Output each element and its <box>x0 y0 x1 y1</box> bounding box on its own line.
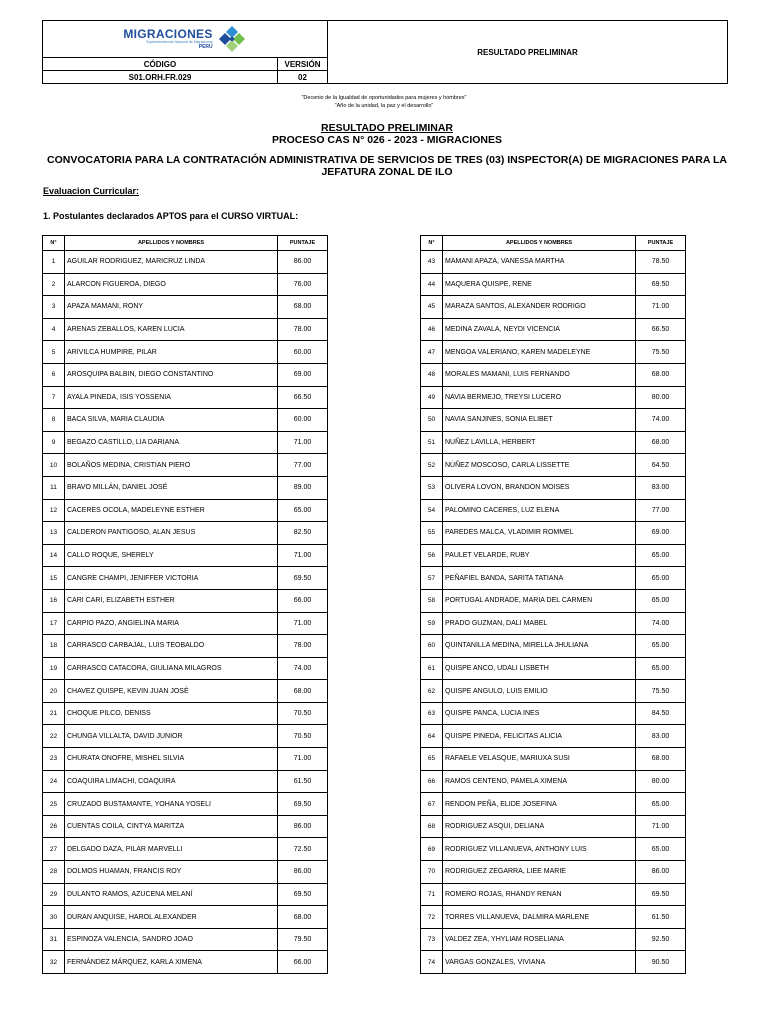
applicant-score: 71.00 <box>278 431 328 454</box>
column-header-num: N° <box>43 236 65 251</box>
table-row <box>43 318 328 341</box>
table-row <box>43 906 328 929</box>
applicant-score: 80.00 <box>636 770 686 793</box>
table-row <box>421 409 686 432</box>
applicant-score: 69.50 <box>636 883 686 906</box>
code-value: S01.ORH.FR.029 <box>43 71 278 84</box>
applicant-score: 75.50 <box>636 341 686 364</box>
row-number: 13 <box>43 522 65 545</box>
row-number: 74 <box>421 951 443 974</box>
applicant-name: PAREDES MALCA, VLADIMIR ROMMEL <box>443 522 636 545</box>
applicant-score: 77.00 <box>636 499 686 522</box>
applicant-name: RAMOS CENTENO, PAMELA XIMENA <box>443 770 636 793</box>
row-number: 52 <box>421 454 443 477</box>
row-number: 69 <box>421 838 443 861</box>
table-row <box>421 657 686 680</box>
table-row <box>421 544 686 567</box>
applicant-name: FERNÁNDEZ MÁRQUEZ, KARLA XIMENA <box>65 951 278 974</box>
applicant-score: 65.00 <box>636 838 686 861</box>
table-row <box>421 454 686 477</box>
applicant-name: CHOQUE PILCO, DENISS <box>65 702 278 725</box>
table-row <box>421 906 686 929</box>
row-number: 55 <box>421 522 443 545</box>
applicant-score: 65.00 <box>636 793 686 816</box>
table-row <box>421 815 686 838</box>
table-row <box>43 296 328 319</box>
applicant-score: 92.50 <box>636 928 686 951</box>
row-number: 22 <box>43 725 65 748</box>
row-number: 62 <box>421 680 443 703</box>
row-number: 30 <box>43 906 65 929</box>
row-number: 1 <box>43 251 65 274</box>
applicant-name: AROSQUIPA BALBIN, DIEGO CONSTANTINO <box>65 363 278 386</box>
row-number: 72 <box>421 906 443 929</box>
applicant-name: RODRIGUEZ ASQUI, DELIANA <box>443 815 636 838</box>
applicant-name: CALLO ROQUE, SHERELY <box>65 544 278 567</box>
applicant-name: QUISPE PINEDA, FELICITAS ALICIA <box>443 725 636 748</box>
table-row <box>43 363 328 386</box>
logo-cell <box>43 21 328 58</box>
row-number: 3 <box>43 296 65 319</box>
row-number: 50 <box>421 409 443 432</box>
column-header-score: PUNTAJE <box>278 236 328 251</box>
document-title: RESULTADO PRELIMINAR <box>328 21 728 84</box>
applicant-name: DULANTO RAMOS, AZUCENA MELANÍ <box>65 883 278 906</box>
row-number: 56 <box>421 544 443 567</box>
table-row <box>43 838 328 861</box>
applicant-score: 71.00 <box>278 612 328 635</box>
table-row <box>43 431 328 454</box>
applicant-name: BEGAZO CASTILLO, LIA DARIANA <box>65 431 278 454</box>
applicant-score: 71.00 <box>636 296 686 319</box>
row-number: 54 <box>421 499 443 522</box>
applicant-score: 86.00 <box>636 861 686 884</box>
applicant-name: MORALES MAMANI, LUIS FERNANDO <box>443 363 636 386</box>
applicant-score: 66.00 <box>278 951 328 974</box>
row-number: 46 <box>421 318 443 341</box>
applicant-name: CARI CARI, ELIZABETH ESTHER <box>65 589 278 612</box>
table-row <box>43 386 328 409</box>
table-row <box>421 748 686 771</box>
applicant-name: ESPINOZA VALENCIA, SANDRO JOAO <box>65 928 278 951</box>
table-row <box>421 589 686 612</box>
applicant-score: 68.00 <box>636 748 686 771</box>
applicant-score: 76.00 <box>278 273 328 296</box>
applicant-score: 69.50 <box>278 567 328 590</box>
migraciones-logo <box>43 21 327 57</box>
row-number: 23 <box>43 748 65 771</box>
applicant-score: 65.00 <box>636 657 686 680</box>
applicant-score: 61.50 <box>278 770 328 793</box>
applicant-name: QUISPE ANCO, UDALI LISBETH <box>443 657 636 680</box>
applicant-score: 69.50 <box>636 273 686 296</box>
row-number: 14 <box>43 544 65 567</box>
applicant-score: 83.00 <box>636 725 686 748</box>
applicant-score: 90.50 <box>636 951 686 974</box>
table-row <box>421 793 686 816</box>
applicant-score: 65.00 <box>636 544 686 567</box>
row-number: 65 <box>421 748 443 771</box>
row-number: 73 <box>421 928 443 951</box>
applicant-name: CUENTAS COILA, CINTYA MARITZA <box>65 815 278 838</box>
row-number: 2 <box>43 273 65 296</box>
table-row <box>421 928 686 951</box>
applicant-score: 65.00 <box>636 589 686 612</box>
applicant-score: 71.00 <box>636 815 686 838</box>
row-number: 4 <box>43 318 65 341</box>
applicant-score: 66.50 <box>278 386 328 409</box>
table-row <box>421 951 686 974</box>
row-number: 61 <box>421 657 443 680</box>
applicant-score: 78.00 <box>278 635 328 658</box>
row-number: 68 <box>421 815 443 838</box>
applicant-score: 66.00 <box>278 589 328 612</box>
table-row <box>421 635 686 658</box>
applicant-score: 86.00 <box>278 861 328 884</box>
row-number: 15 <box>43 567 65 590</box>
table-row <box>43 883 328 906</box>
document-titles <box>40 122 734 178</box>
applicant-name: MAQUERA QUISPE, RENE <box>443 273 636 296</box>
row-number: 5 <box>43 341 65 364</box>
table-row <box>421 725 686 748</box>
applicant-name: CHURATA ONOFRE, MISHEL SILVIA <box>65 748 278 771</box>
applicant-name: BRAVO MILLÁN, DANIEL JOSÉ <box>65 476 278 499</box>
code-label: CÓDIGO <box>43 58 278 71</box>
table-row <box>421 680 686 703</box>
applicant-score: 65.00 <box>636 635 686 658</box>
table-row <box>421 770 686 793</box>
row-number: 24 <box>43 770 65 793</box>
row-number: 8 <box>43 409 65 432</box>
version-label: VERSIÓN <box>278 58 328 71</box>
applicant-score: 71.00 <box>278 544 328 567</box>
applicants-table-right <box>420 235 686 974</box>
table-row <box>43 770 328 793</box>
table-row <box>43 861 328 884</box>
applicant-name: RODRIGUEZ ZEGARRA, LIEE MARIE <box>443 861 636 884</box>
applicant-name: NAVIA BERMEJO, TREYSI LUCERO <box>443 386 636 409</box>
applicant-score: 60.00 <box>278 341 328 364</box>
applicant-name: CACERES OCOLA, MADELEYNE ESTHER <box>65 499 278 522</box>
applicant-name: VALDEZ ZEA, YHYLIAM ROSELIANA <box>443 928 636 951</box>
applicant-name: MARAZA SANTOS, ALEXANDER RODRIGO <box>443 296 636 319</box>
table-row <box>43 341 328 364</box>
row-number: 26 <box>43 815 65 838</box>
row-number: 48 <box>421 363 443 386</box>
table-row <box>43 702 328 725</box>
column-header-name: APELLIDOS Y NOMBRES <box>65 236 278 251</box>
applicant-score: 68.00 <box>278 680 328 703</box>
table-row <box>43 499 328 522</box>
applicant-score: 68.00 <box>278 906 328 929</box>
table-row <box>421 273 686 296</box>
row-number: 29 <box>43 883 65 906</box>
applicant-score: 69.50 <box>278 793 328 816</box>
table-row <box>421 341 686 364</box>
table-row <box>421 431 686 454</box>
row-number: 9 <box>43 431 65 454</box>
column-header-name: APELLIDOS Y NOMBRES <box>443 236 636 251</box>
applicant-name: CHUNGA VILLALTA, DAVID JUNIOR <box>65 725 278 748</box>
table-row <box>421 861 686 884</box>
table-row <box>43 635 328 658</box>
table-row <box>421 567 686 590</box>
row-number: 45 <box>421 296 443 319</box>
table-row <box>43 544 328 567</box>
row-number: 58 <box>421 589 443 612</box>
applicant-score: 79.50 <box>278 928 328 951</box>
applicant-name: QUISPE ANGULO, LUIS EMILIO <box>443 680 636 703</box>
applicant-name: ROMERO ROJAS, RHANDY RENAN <box>443 883 636 906</box>
table-row <box>43 815 328 838</box>
applicant-name: AYALA PINEDA, ISIS YOSSENIA <box>65 386 278 409</box>
applicant-score: 68.00 <box>278 296 328 319</box>
applicant-score: 74.00 <box>278 657 328 680</box>
row-number: 64 <box>421 725 443 748</box>
applicant-name: BOLAÑOS MEDINA, CRISTIAN PIERO <box>65 454 278 477</box>
row-number: 60 <box>421 635 443 658</box>
applicant-score: 69.00 <box>278 363 328 386</box>
section-title: Evaluacion Curricular: <box>43 186 140 196</box>
applicant-name: PORTUGAL ANDRADE, MARIA DEL CARMEN <box>443 589 636 612</box>
applicant-name: QUISPE PANCA, LUCIA INES <box>443 702 636 725</box>
migraciones-emblem-icon <box>217 24 247 54</box>
table-row <box>421 386 686 409</box>
applicant-score: 65.00 <box>636 567 686 590</box>
applicant-name: DURAN ANQUISE, HAROL ALEXANDER <box>65 906 278 929</box>
applicant-score: 78.50 <box>636 251 686 274</box>
applicant-score: 68.00 <box>636 363 686 386</box>
applicant-name: BACA SILVA, MARIA CLAUDIA <box>65 409 278 432</box>
row-number: 6 <box>43 363 65 386</box>
applicant-name: MAMANI APAZA, VANESSA MARTHA <box>443 251 636 274</box>
applicant-name: APAZA MAMANI, RONY <box>65 296 278 319</box>
applicant-name: ARENAS ZEBALLOS, KAREN LUCIA <box>65 318 278 341</box>
applicant-name: CARPIO PAZO, ANGIELINA MARIA <box>65 612 278 635</box>
row-number: 7 <box>43 386 65 409</box>
applicant-score: 82.50 <box>278 522 328 545</box>
applicant-score: 77.00 <box>278 454 328 477</box>
table-row <box>43 612 328 635</box>
applicant-name: ARIVILCA HUMPIRE, PILAR <box>65 341 278 364</box>
table-row <box>43 928 328 951</box>
applicant-name: TORRES VILLANUEVA, DALMIRA MARLENE <box>443 906 636 929</box>
applicant-name: NUÑEZ LAVILLA, HERBERT <box>443 431 636 454</box>
version-value: 02 <box>278 71 328 84</box>
applicant-score: 64.50 <box>636 454 686 477</box>
row-number: 66 <box>421 770 443 793</box>
table-row <box>421 838 686 861</box>
applicant-name: CHAVEZ QUISPE, KEVIN JUAN JOSÉ <box>65 680 278 703</box>
row-number: 17 <box>43 612 65 635</box>
row-number: 12 <box>43 499 65 522</box>
table-row <box>421 363 686 386</box>
table-row <box>421 251 686 274</box>
call-title: CONVOCATORIA PARA LA CONTRATACIÓN ADMINISTRATIVA DE SERVICIOS DE TRES (03) INSPECTOR(A) DE MIGRACIONES PARA LA JEFATURA ZONAL DE ILO <box>47 154 727 178</box>
table-row <box>43 680 328 703</box>
applicant-score: 75.50 <box>636 680 686 703</box>
table-row <box>43 273 328 296</box>
row-number: 32 <box>43 951 65 974</box>
row-number: 44 <box>421 273 443 296</box>
applicant-name: DELGADO DAZA, PILAR MARVELLI <box>65 838 278 861</box>
table-row <box>421 318 686 341</box>
applicant-name: RODRIGUEZ VILLANUEVA, ANTHONY LUIS <box>443 838 636 861</box>
row-number: 25 <box>43 793 65 816</box>
row-number: 71 <box>421 883 443 906</box>
applicant-score: 60.00 <box>278 409 328 432</box>
applicant-score: 89.00 <box>278 476 328 499</box>
applicants-table-left <box>42 235 328 974</box>
applicant-name: CARRASCO CATACORA, GIULIANA MILAGROS <box>65 657 278 680</box>
result-title: RESULTADO PRELIMINAR <box>320 122 454 134</box>
table-row <box>43 748 328 771</box>
table-row <box>43 725 328 748</box>
applicant-name: CANGRE CHAMPI, JENIFFER VICTORIA <box>65 567 278 590</box>
applicant-score: 78.00 <box>278 318 328 341</box>
applicant-name: PALOMINO CACERES, LUZ ELENA <box>443 499 636 522</box>
row-number: 20 <box>43 680 65 703</box>
applicant-name: COAQUIRA LIMACHI, COAQUIRA <box>65 770 278 793</box>
column-header-num: N° <box>421 236 443 251</box>
row-number: 49 <box>421 386 443 409</box>
applicant-name: MEDINA ZAVALA, NEYDI VICENCIA <box>443 318 636 341</box>
motto-line: "Decenio de la Igualdad de oportunidades para mujeres y hombres" <box>301 95 467 101</box>
table-row <box>43 251 328 274</box>
row-number: 19 <box>43 657 65 680</box>
row-number: 10 <box>43 454 65 477</box>
applicant-name: RENDON PEÑA, ELIDE JOSEFINA <box>443 793 636 816</box>
applicant-name: OLIVERA LOVON, BRANDON MOISES <box>443 476 636 499</box>
applicant-name: CARRASCO CARBAJAL, LUIS TEOBALDO <box>65 635 278 658</box>
table-row <box>43 657 328 680</box>
applicant-name: CALDERON PANTIGOSO, ALAN JESUS <box>65 522 278 545</box>
table-row <box>43 454 328 477</box>
applicant-name: RAFAELE VELASQUE, MARIUXA SUSI <box>443 748 636 771</box>
applicant-name: QUINTANILLA MEDINA, MIRELLA JHULIANA <box>443 635 636 658</box>
row-number: 70 <box>421 861 443 884</box>
applicant-score: 70.50 <box>278 702 328 725</box>
applicant-score: 69.00 <box>636 522 686 545</box>
row-number: 27 <box>43 838 65 861</box>
table-row <box>421 296 686 319</box>
table-row <box>43 793 328 816</box>
applicant-score: 80.00 <box>636 386 686 409</box>
table-row <box>43 476 328 499</box>
table-row <box>43 589 328 612</box>
table-row <box>421 522 686 545</box>
process-title: PROCESO CAS N° 026 - 2023 - MIGRACIONES <box>271 134 502 146</box>
row-number: 18 <box>43 635 65 658</box>
logo-country: PERÚ <box>198 43 213 50</box>
row-number: 63 <box>421 702 443 725</box>
row-number: 16 <box>43 589 65 612</box>
applicant-score: 86.00 <box>278 251 328 274</box>
applicant-score: 70.50 <box>278 725 328 748</box>
logo-tagline: Superintendencia Nacional de Migraciones <box>146 40 213 45</box>
motto-line: "Año de la unidad, la paz y el desarrollo" <box>334 103 434 109</box>
applicant-score: 66.50 <box>636 318 686 341</box>
applicant-score: 74.00 <box>636 612 686 635</box>
row-number: 67 <box>421 793 443 816</box>
table-row <box>43 409 328 432</box>
official-mottos <box>0 94 768 110</box>
applicant-name: NAVIA SANJINES, SONIA ELIBET <box>443 409 636 432</box>
document-header <box>42 20 728 84</box>
table-row <box>43 522 328 545</box>
row-number: 51 <box>421 431 443 454</box>
row-number: 11 <box>43 476 65 499</box>
row-number: 43 <box>421 251 443 274</box>
row-number: 47 <box>421 341 443 364</box>
table-row <box>421 883 686 906</box>
row-number: 28 <box>43 861 65 884</box>
table-row <box>43 567 328 590</box>
applicant-name: ALARCON FIGUEROA, DIEGO <box>65 273 278 296</box>
applicant-score: 69.50 <box>278 883 328 906</box>
applicant-name: PAULET VELARDE, RUBY <box>443 544 636 567</box>
applicant-name: PRADO GUZMAN, DALI MABEL <box>443 612 636 635</box>
table-header-row <box>421 236 686 251</box>
row-number: 53 <box>421 476 443 499</box>
table-row <box>43 951 328 974</box>
applicant-name: PEÑAFIEL BANDA, SARITA TATIANA <box>443 567 636 590</box>
row-number: 59 <box>421 612 443 635</box>
applicant-score: 83.00 <box>636 476 686 499</box>
applicant-name: AGUILAR RODRIGUEZ, MARICRUZ LINDA <box>65 251 278 274</box>
column-header-score: PUNTAJE <box>636 236 686 251</box>
subsection-title: 1. Postulantes declarados APTOS para el CURSO VIRTUAL: <box>43 211 299 221</box>
row-number: 31 <box>43 928 65 951</box>
applicant-score: 71.00 <box>278 748 328 771</box>
table-row <box>421 612 686 635</box>
applicant-name: DOLMOS HUAMAN, FRANCIS ROY <box>65 861 278 884</box>
row-number: 21 <box>43 702 65 725</box>
applicant-score: 68.00 <box>636 431 686 454</box>
table-row <box>421 476 686 499</box>
table-row <box>421 702 686 725</box>
applicant-name: CRUZADO BUSTAMANTE, YOHANA YOSELI <box>65 793 278 816</box>
applicant-score: 61.50 <box>636 906 686 929</box>
applicant-name: VARGAS GONZALES, VIVIANA <box>443 951 636 974</box>
table-header-row <box>43 236 328 251</box>
applicant-score: 72.50 <box>278 838 328 861</box>
applicant-name: MENGOA VALERIANO, KAREN MADELEYNE <box>443 341 636 364</box>
table-row <box>421 499 686 522</box>
row-number: 57 <box>421 567 443 590</box>
logo-name: MIGRACIONES <box>123 27 213 42</box>
applicant-score: 86.00 <box>278 815 328 838</box>
applicant-score: 65.00 <box>278 499 328 522</box>
applicant-score: 74.00 <box>636 409 686 432</box>
applicant-score: 84.50 <box>636 702 686 725</box>
applicant-name: NÚÑEZ MOSCOSO, CARLA LISSETTE <box>443 454 636 477</box>
